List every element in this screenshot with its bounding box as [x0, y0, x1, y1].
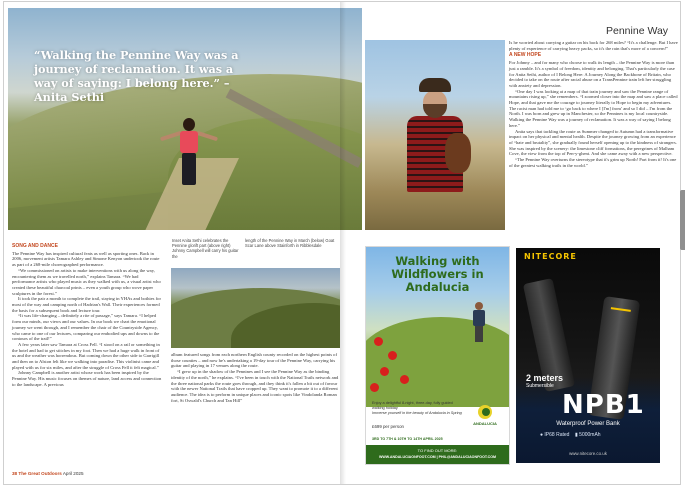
- body-paragraph: album featured songs from each northern English county recorded on the highest points of those counties – and now he's undertaking a 19-day tour of the Pennine Way, carrying his guitar and playing in 17 venues along the route.: [171, 352, 337, 369]
- ad-hillside: [366, 317, 509, 407]
- body-paragraph: Anita says that tackling the route as Summer changed to Autumn had a transformative impact on her physical and mental health. Despite the journey growing from an experience of “hate and brutality”, she gradually found herself opening up to the kindness of strangers. She was inspired by the scenery: the limestone cliff formations, the peregrines of Malham Cove, the view from the top of Pen-y-ghent. And she came away with a new perspective.: [509, 128, 677, 157]
- andalucia-logo: [466, 405, 504, 433]
- poppy-flower: [374, 337, 383, 346]
- ad-description-line: Immerse yourself in the beauty of Andalucia in Spring: [372, 410, 462, 415]
- page-number: 38: [12, 471, 18, 476]
- poppy-flower: [388, 351, 397, 360]
- magazine-name: The Great Outdoors: [18, 471, 62, 476]
- ad-walker-legs: [475, 326, 483, 342]
- ad-walker-figure: [472, 302, 486, 342]
- ad-contact-bar[interactable]: [366, 445, 509, 464]
- logo-circle-icon: [482, 408, 490, 416]
- submersible-badge: [526, 373, 563, 389]
- landscape-photo: [171, 268, 340, 348]
- subhead-song-and-dance: SONG AND DANCE: [12, 243, 58, 249]
- subhead-new-hope: A NEW HOPE: [509, 52, 542, 59]
- water-drop-icon: ●: [540, 432, 544, 438]
- submersible-label: Submersible: [526, 383, 554, 389]
- guitar-body: [445, 133, 471, 173]
- ad-title: Walking with Wildflowers in Andalucia: [391, 254, 484, 294]
- battery-icon: ▮: [575, 432, 578, 438]
- photo-caption: length of the Pennine Way in March (below) Goat Scar Lane above Stainforth in Ribblesdale: [245, 238, 335, 249]
- walker-torso: [180, 131, 198, 153]
- ad-price: £699 per person: [372, 424, 404, 429]
- musician-hat: [419, 78, 451, 92]
- issue-date: April 2025: [62, 471, 84, 476]
- viewer-side-tab[interactable]: [680, 190, 685, 250]
- ad-contact-heading: TO FIND OUT MORE:: [417, 448, 458, 453]
- right-column: [509, 40, 679, 168]
- left-column-1: [12, 242, 162, 388]
- body-paragraph: A few years later saw Tamara at Cross Fell. “I stood on a rail or something in the hotel and had to get stitches in my foot. Then we had a huge walk in front of us and the weather was horrendous. But coming down the other side to Garrigill and then on to Alston felt like we walking into paradise. This violinist came and played with us for six miles, and after the struggle of Cross Fell it felt magical.”: [12, 341, 160, 370]
- ad-contact-link[interactable]: WWW.ANDALUCIAONFOOT.COM | PHIL@ANDALUCIAONFOOT.COM: [378, 455, 497, 459]
- body-paragraph: It took the pair a month to complete the trail, staying in YHAs and bothies for most of the way and camping north of Hadrian's Wall. Their experiences formed the basis for a subsequent book and lecture tour.: [12, 296, 161, 313]
- ad-description-line: Enjoy a delightful 8-night, three-day, fully guided walking holiday: [372, 401, 453, 410]
- product-specs: [540, 432, 660, 438]
- photo-caption: Inset Anita Sethi celebrates the Pennine glorift part (above right) Johnny Campbell will carry his guitar the: [172, 238, 239, 259]
- portrait-photo: [365, 40, 505, 230]
- ad-walker-head: [475, 302, 483, 310]
- intro-paragraph: Is he worried about carrying a guitar on his back for 268 miles? “It's a challenge. But I have plenty of experience of carrying heavy packs, so it's the rain that's more of a concern!”: [509, 40, 678, 51]
- submersible-depth: 2 meters: [526, 373, 564, 383]
- product-model: NPB1: [562, 390, 645, 420]
- page-footer: [12, 471, 84, 476]
- body-paragraph: “One day I was looking at a map of that train journey and saw the Pennine range of mountains rising up,” she remembers. “I zoomed closer into the map and saw a place called Hope, and that gave me the courage to journey literally to Hope to begin my adventures. The racist man had told me to ‘go back to where I [I'm] from’ and so I did – I'm from the North. I was born and grew up in Manchester, so the Pennines is my local countryside. Walking the Pennine Way was a journey of reclamation. It was a way of saying I belong here.”: [509, 88, 678, 128]
- ad-dates: 3RD TO 7TH & 10TH TO 14TH APRIL 2025: [372, 437, 443, 441]
- ad-website[interactable]: www.nitecore.co.uk: [569, 451, 607, 456]
- nitecore-logo: NITECORE: [524, 252, 577, 261]
- device-accent-ring: [611, 307, 631, 312]
- hero-photo: [8, 8, 362, 230]
- andalucia-advert[interactable]: [366, 247, 509, 464]
- body-paragraph: “The Pennine Way overturns the stereotype that it's grim up North! Part from it! It's one of the greatest walking trails in the world.”: [509, 157, 677, 168]
- left-column-2: [171, 352, 340, 403]
- body-paragraph: “It was life-changing – definitely a rite of passage,” says Tamara. “I helped form our minds, our views and our values. In our book we chart the emotional journey we went through, and I remember the chair of the Countryside Agency, who came to one of our lectures, comparing our embodied ups and downs to the contours of the trail!”: [12, 313, 160, 342]
- logo-text: ANDALUCIA: [473, 421, 497, 426]
- body-paragraph: “We commissioned on artists to make interventions with us along the way, encountering them as we travelled north,” explains Tamara. “We had performance artists who played music as they walked with us, a visual artist who created these beautiful charcoal prints – even a youth group who wove paper sculptures in the forest.”: [12, 267, 161, 296]
- poppy-flower: [400, 375, 409, 384]
- ad-description: [372, 401, 462, 415]
- walker-head: [183, 118, 195, 131]
- nitecore-advert[interactable]: [516, 248, 660, 463]
- poppy-flower: [370, 383, 379, 392]
- pull-quote: “Walking the Pennine Way was a journey of reclamation. It was a way of saying: I belong here.” – Anita Sethi: [34, 48, 239, 104]
- body-paragraph: “I grew up in the shadow of the Pennines and I see the Pennine Way as the binding identity of the north,” he explains. “I've been in touch with the National Trails network and the three national parks the route goes through, and they think it's fallen a bit out of favour with the newer National Trails that have cropped up. They want to promote it to a different audience. The idea is to perform in unique places and iconic spots like Vindolanda Roman fort, St Oswald's Church and Tan Hill”: [171, 369, 339, 403]
- walker-figure: [176, 118, 202, 188]
- capacity: 5000mAh: [579, 432, 601, 438]
- ad-walker-backpack: [473, 310, 485, 326]
- body-paragraph: The Pennine Way has inspired cultural feats as well as sporting ones. Back in 2006, movement artists Tamara Ashley and Simone Kenyon undertook the route as part of a 268-mile choreographed performance.: [12, 250, 160, 268]
- walker-legs: [182, 153, 196, 185]
- section-header: Pennine Way: [606, 25, 669, 37]
- musician-figure: [405, 78, 465, 208]
- product-subtitle: Waterproof Power Bank: [556, 421, 620, 427]
- body-paragraph: Johnny Campbell is another artist whose work has been inspired by the Pennine Way. His music focuses on themes of nature, land access and connection to the landscape. A previous: [12, 370, 162, 387]
- page-gutter: [340, 2, 346, 484]
- ip-rating: IP68 Rated: [544, 432, 570, 438]
- body-paragraph: For Johnny – and for many who choose to walk its length – the Pennine Way is more than just a ramble. It's a symbol of freedom, identity and belonging. That's particularly the case for Anita Sethi, author of I Belong Here: A Journey Along the Backbone of Britain, who decided to take on the route after racial abuse on a TransPennine train left her struggling with anxiety and depression.: [509, 60, 675, 88]
- poppy-flower: [380, 367, 389, 376]
